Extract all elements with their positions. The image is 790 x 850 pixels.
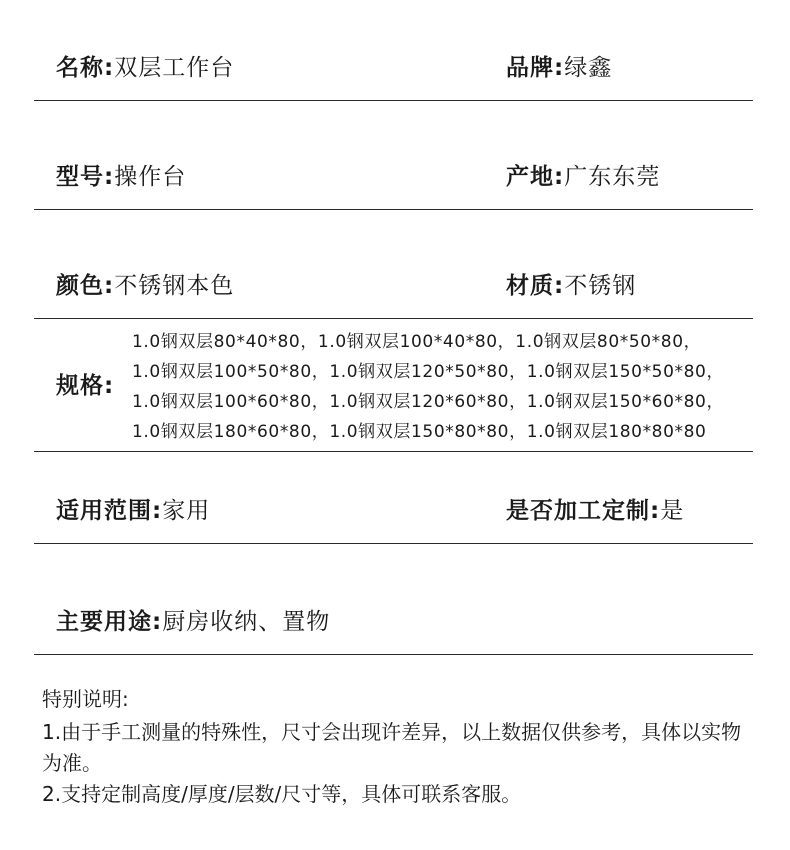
spec-line: 1.0钢双层100*50*80，1.0钢双层120*50*80，1.0钢双层150*50*80， [132, 362, 725, 382]
color-field [56, 271, 234, 301]
color-value: 不锈钢本色 [114, 273, 235, 299]
origin-label: 产地: [506, 164, 565, 190]
origin-field [506, 162, 660, 192]
brand-field [506, 53, 612, 83]
spec-label: 规格: [56, 373, 115, 399]
spec-row-dimensions [34, 319, 753, 452]
name-label: 名称: [56, 55, 115, 81]
spec-list [132, 327, 752, 447]
usage-label: 主要用途: [56, 609, 163, 635]
custom-label: 是否加工定制: [506, 498, 661, 524]
color-label: 颜色: [56, 273, 115, 299]
custom-field [506, 496, 684, 526]
name-field [56, 53, 234, 83]
material-value: 不锈钢 [564, 273, 637, 299]
spec-line: 1.0钢双层180*60*80，1.0钢双层150*80*80，1.0钢双层180*80*80 [132, 422, 707, 442]
spec-row-scope-custom [34, 452, 753, 544]
brand-label: 品牌: [506, 55, 565, 81]
spec-row-usage [34, 544, 753, 655]
spec-line: 1.0钢双层80*40*80，1.0钢双层100*40*80，1.0钢双层80*50*80， [132, 332, 702, 352]
brand-value: 绿鑫 [564, 55, 613, 81]
origin-value: 广东东莞 [564, 164, 661, 190]
special-notes [42, 684, 752, 810]
model-label: 型号: [56, 164, 115, 190]
model-value: 操作台 [114, 164, 187, 190]
material-label: 材质: [506, 273, 565, 299]
spec-row-model-origin [34, 101, 753, 210]
spec-row-name-brand [34, 0, 753, 101]
note-item: 2.支持定制高度/厚度/层数/尺寸等，具体可联系客服。 [42, 782, 522, 806]
usage-field [56, 607, 330, 637]
notes-title: 特别说明: [42, 687, 129, 711]
scope-field [56, 496, 210, 526]
model-field [56, 162, 186, 192]
material-field [506, 271, 636, 301]
scope-value: 家用 [162, 498, 211, 524]
scope-label: 适用范围: [56, 498, 163, 524]
row-divider [34, 654, 753, 655]
usage-value: 厨房收纳、置物 [162, 609, 331, 635]
spec-row-color-material [34, 210, 753, 319]
name-value: 双层工作台 [114, 55, 235, 81]
spec-line: 1.0钢双层100*60*80，1.0钢双层120*60*80，1.0钢双层150*60*80， [132, 392, 725, 412]
note-item: 1.由于手工测量的特殊性，尺寸会出现许差异，以上数据仅供参考，具体以实物为准。 [42, 720, 742, 775]
custom-value: 是 [660, 498, 685, 524]
